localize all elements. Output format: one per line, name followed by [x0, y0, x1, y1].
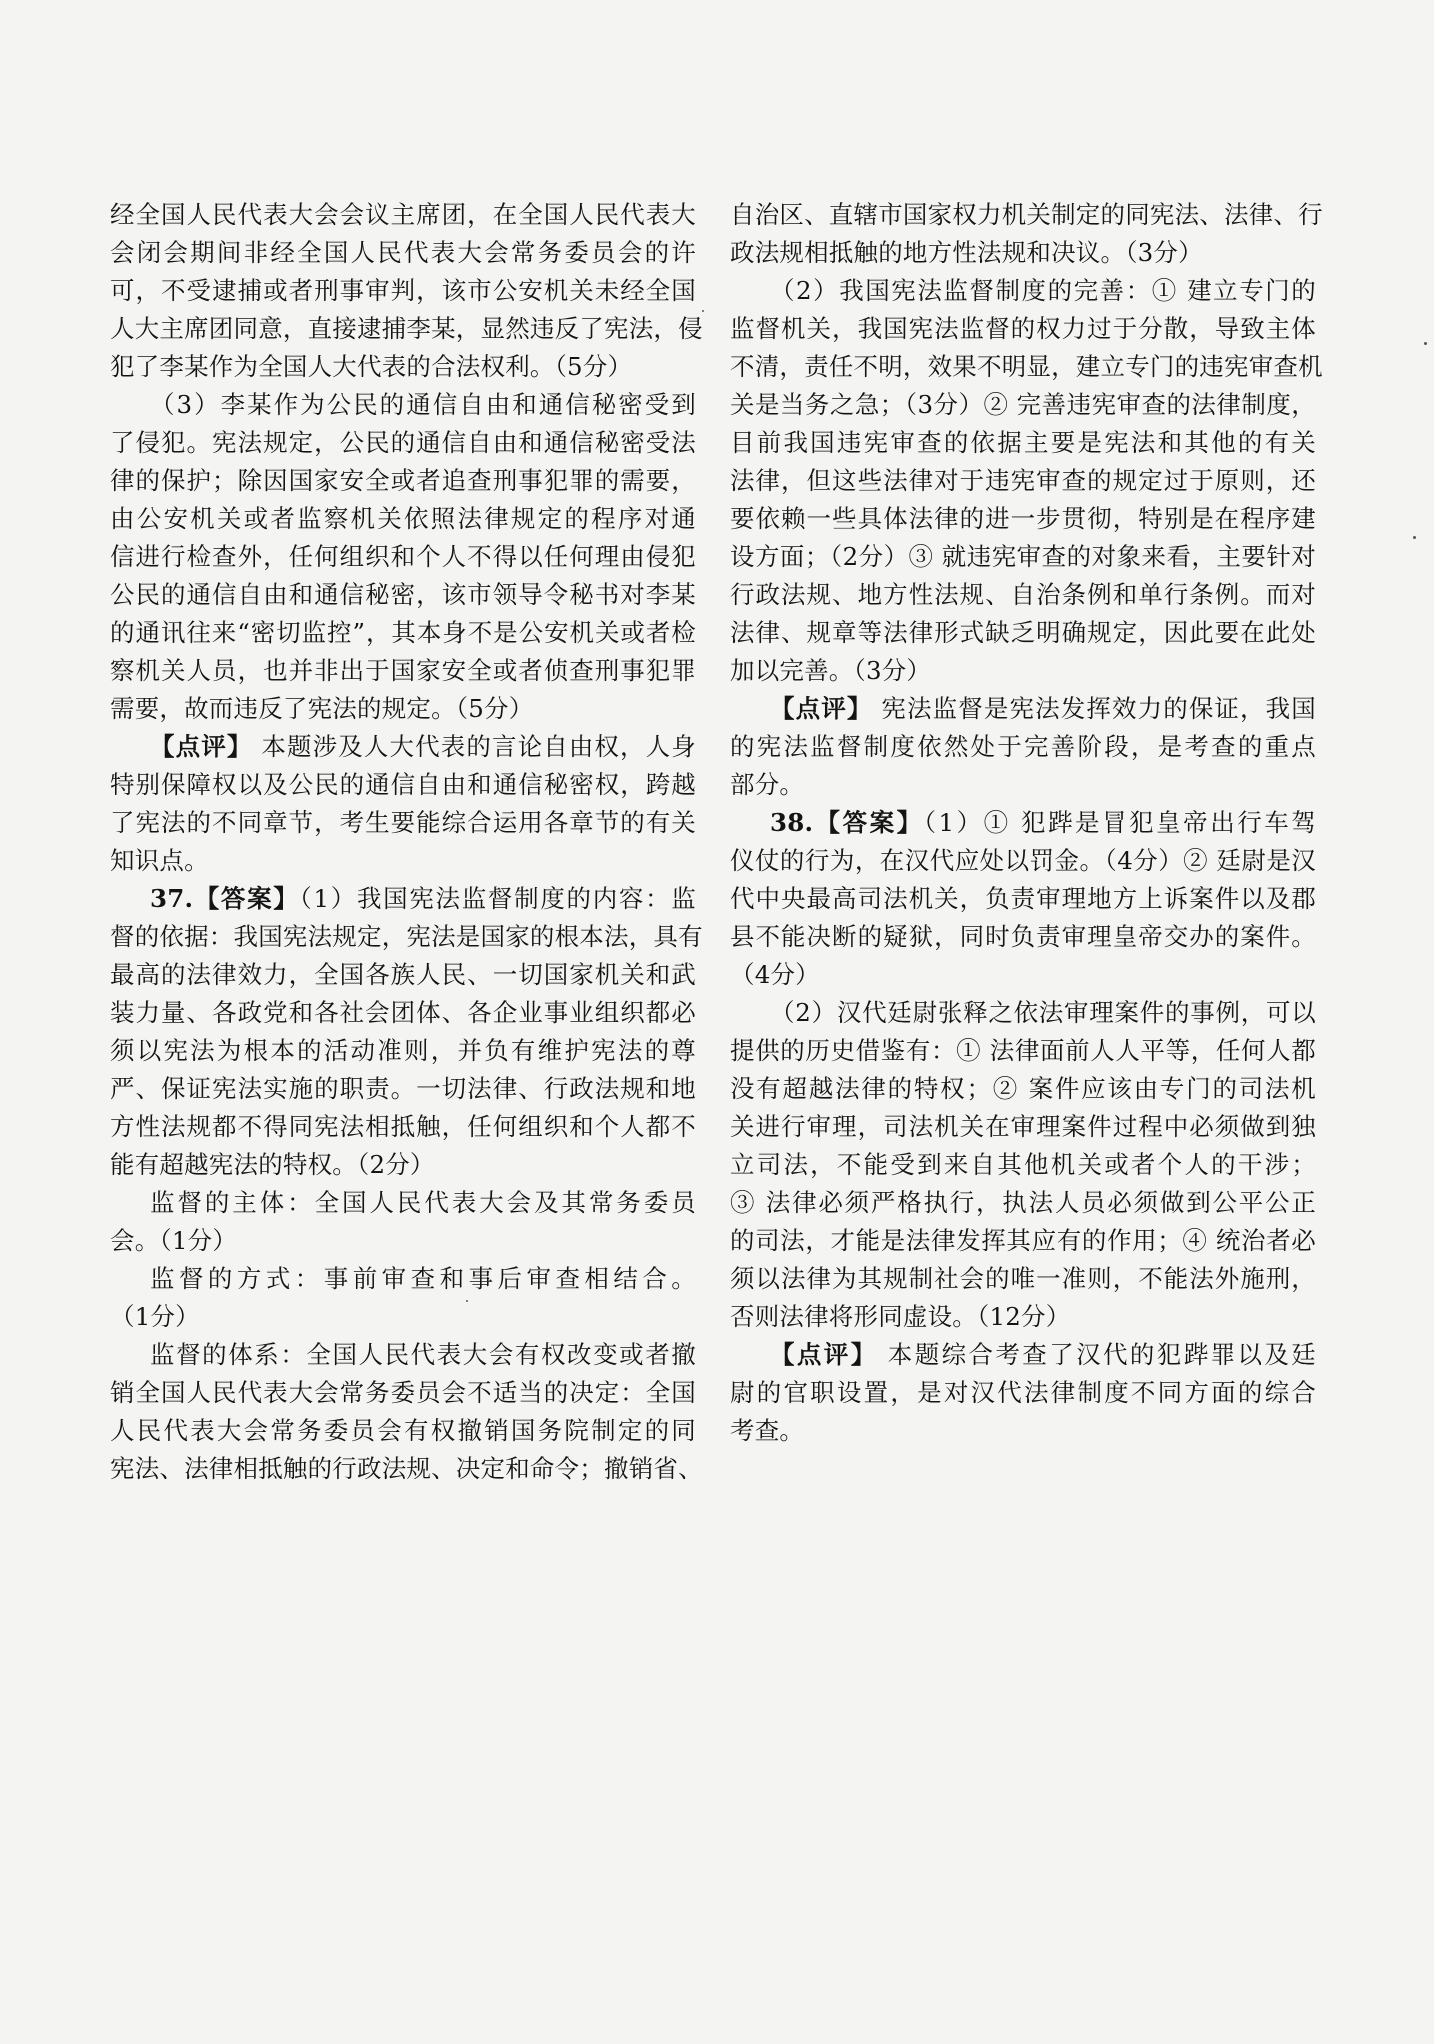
text-line	[110, 576, 696, 614]
line-text: 会。（1分）	[110, 1226, 238, 1255]
text-line	[110, 424, 696, 462]
line-text: 须以宪法为根本的活动准则，并负有维护宪法的尊	[110, 1036, 696, 1065]
line-text: 没有超越法律的特权；② 案件应该由专门的司法机	[730, 1074, 1316, 1103]
text-line	[730, 956, 1316, 994]
line-text: 信进行检查外，任何组织和个人不得以任何理由侵犯	[110, 542, 696, 571]
scan-speck	[1424, 342, 1427, 345]
line-text: 监督的体系：全国人民代表大会有权改变或者撤	[150, 1340, 696, 1369]
text-line	[730, 918, 1316, 956]
text-line	[110, 310, 703, 348]
text-line	[730, 424, 1316, 462]
line-text: 了侵犯。宪法规定，公民的通信自由和通信秘密受法	[110, 428, 696, 457]
line-text: 加以完善。（3分）	[730, 656, 932, 685]
text-line	[110, 538, 696, 576]
text-line	[730, 196, 1323, 234]
line-text: 严、保证宪法实施的职责。一切法律、行政法规和地	[110, 1074, 696, 1103]
text-line	[730, 1412, 1316, 1450]
text-line	[110, 1108, 696, 1146]
text-line	[110, 1298, 696, 1336]
text-line	[110, 842, 696, 880]
text-line	[730, 614, 1316, 652]
text-line	[110, 386, 696, 424]
line-text: ③ 法律必须严格执行，执法人员必须做到公平公正	[730, 1188, 1316, 1217]
text-line	[730, 1108, 1316, 1146]
text-line	[730, 766, 1316, 804]
text-line	[110, 994, 696, 1032]
line-text: 法律、规章等法律形式缺乏明确规定，因此要在此处	[730, 618, 1316, 647]
line-text: 监督机关，我国宪法监督的权力过于分散，导致主体	[730, 314, 1316, 343]
line-text: 提供的历史借鉴有：① 法律面前人人平等，任何人都	[730, 1036, 1316, 1065]
line-text: 本题综合考查了汉代的犯跸罪以及廷	[877, 1340, 1316, 1369]
text-line	[730, 1032, 1316, 1070]
text-line	[110, 1450, 703, 1488]
line-text: 经全国人民代表大会会议主席团，在全国人民代表大	[110, 200, 696, 229]
line-text: 要依赖一些具体法律的进一步贯彻，特别是在程序建	[730, 504, 1316, 533]
line-text: （4分）	[730, 960, 820, 989]
line-text: 不清，责任不明，效果不明显，建立专门的违宪审查机	[730, 352, 1323, 381]
line-text: 可，不受逮捕或者刑事审判，该市公安机关未经全国	[110, 276, 696, 305]
text-line	[110, 1412, 696, 1450]
line-text: 察机关人员，也并非出于国家安全或者侦查刑事犯罪	[110, 656, 696, 685]
text-line	[730, 386, 1316, 424]
text-line	[730, 1374, 1316, 1412]
line-text: 行政法规、地方性法规、自治条例和单行条例。而对	[730, 580, 1316, 609]
text-line	[110, 1336, 696, 1374]
text-line	[730, 880, 1316, 918]
line-text: 的宪法监督制度依然处于完善阶段，是考查的重点	[730, 732, 1316, 761]
line-text: 需要，故而违反了宪法的规定。（5分）	[110, 694, 534, 723]
line-text: 否则法律将形同虚设。（12分）	[730, 1302, 1071, 1331]
text-line	[110, 766, 696, 804]
text-line	[730, 1146, 1316, 1184]
line-text: 目前我国违宪审查的依据主要是宪法和其他的有关	[730, 428, 1316, 457]
line-text: 政法规相抵触的地方性法规和决议。（3分）	[730, 238, 1203, 267]
line-text: 知识点。	[110, 846, 209, 875]
line-text: 本题涉及人大代表的言论自由权，人身	[252, 732, 696, 761]
text-line	[730, 348, 1323, 386]
line-text: 县不能决断的疑狱，同时负责审理皇帝交办的案件。	[730, 922, 1316, 951]
line-text: 监督的方式：事前审查和事后审查相结合。	[150, 1264, 696, 1293]
line-text: 由公安机关或者监察机关依照法律规定的程序对通	[110, 504, 696, 533]
text-line	[730, 1298, 1316, 1336]
text-line	[730, 576, 1316, 614]
text-line	[110, 880, 696, 918]
line-text: 的通讯往来“密切监控”，其本身不是公安机关或者检	[110, 618, 696, 647]
text-line	[730, 462, 1316, 500]
left-column	[110, 196, 703, 1488]
line-text: 关进行审理，司法机关在审理案件过程中必须做到独	[730, 1112, 1316, 1141]
text-line	[110, 272, 696, 310]
text-line	[730, 1184, 1316, 1222]
line-text: 会闭会期间非经全国人民代表大会常务委员会的许	[110, 238, 696, 267]
text-line	[110, 956, 696, 994]
text-line	[110, 1374, 696, 1412]
text-line	[110, 234, 696, 272]
line-text: 考查。	[730, 1416, 805, 1445]
line-text: 公民的通信自由和通信秘密，该市领导令秘书对李某	[110, 580, 696, 609]
text-line	[110, 1222, 696, 1260]
text-line	[730, 272, 1316, 310]
scan-speck	[1413, 536, 1416, 539]
text-line	[730, 310, 1316, 348]
text-line	[110, 1032, 696, 1070]
text-line	[730, 652, 1316, 690]
line-text: 了宪法的不同章节，考生要能综合运用各章节的有关	[110, 808, 696, 837]
text-line	[730, 994, 1316, 1032]
text-line	[110, 348, 696, 386]
line-text: 自治区、直辖市国家权力机关制定的同宪法、法律、行	[730, 200, 1323, 229]
answer-tag: 38.【答案】	[770, 808, 924, 837]
text-line	[110, 690, 696, 728]
text-line	[110, 804, 696, 842]
right-column	[730, 196, 1323, 1450]
text-line	[730, 538, 1316, 576]
line-text: 部分。	[730, 770, 805, 799]
line-text: 能有超越宪法的特权。（2分）	[110, 1150, 435, 1179]
text-line	[730, 1222, 1316, 1260]
text-line	[110, 462, 696, 500]
line-text: （3）李某作为公民的通信自由和通信秘密受到	[150, 390, 696, 419]
text-line	[730, 1336, 1316, 1374]
text-line	[730, 1070, 1316, 1108]
text-line	[110, 918, 703, 956]
text-line	[730, 234, 1316, 272]
line-text: 销全国人民代表大会常务委员会不适当的决定：全国	[110, 1378, 696, 1407]
line-text: 设方面；（2分）③ 就违宪审查的对象来看，主要针对	[730, 542, 1316, 571]
line-text: （2）我国宪法监督制度的完善：① 建立专门的	[770, 276, 1316, 305]
text-line	[110, 196, 696, 234]
line-text: 代中央最高司法机关，负责审理地方上诉案件以及郡	[730, 884, 1316, 913]
line-text: 人民代表大会常务委员会有权撤销国务院制定的同	[110, 1416, 696, 1445]
text-line	[730, 842, 1316, 880]
text-line	[730, 500, 1316, 538]
answer-tag: 【点评】	[150, 732, 253, 761]
line-text: 监督的主体：全国人民代表大会及其常务委员	[150, 1188, 696, 1217]
text-line	[110, 1184, 696, 1222]
line-text: 关是当务之急；（3分）② 完善违宪审查的法律制度，	[730, 390, 1316, 419]
line-text: 的司法，才能是法律发挥其应有的作用；④ 统治者必	[730, 1226, 1316, 1255]
line-text: 宪法、法律相抵触的行政法规、决定和命令；撤销省、	[110, 1454, 703, 1483]
line-text: 律的保护；除因国家安全或者追查刑事犯罪的需要，	[110, 466, 696, 495]
text-line	[110, 1070, 696, 1108]
text-line	[110, 1146, 696, 1184]
answer-tag: 【点评】	[770, 694, 873, 723]
text-line	[730, 690, 1316, 728]
answer-tag: 【点评】	[770, 1340, 878, 1369]
text-line	[110, 1260, 696, 1298]
line-text: 特别保障权以及公民的通信自由和通信秘密权，跨越	[110, 770, 696, 799]
text-line	[730, 804, 1316, 842]
line-text: 方性法规都不得同宪法相抵触，任何组织和个人都不	[110, 1112, 696, 1141]
text-line	[110, 500, 696, 538]
text-line	[110, 614, 696, 652]
line-text: （2）汉代廷尉张释之依法审理案件的事例，可以	[770, 998, 1316, 1027]
text-line	[110, 652, 696, 690]
line-text: 宪法监督是宪法发挥效力的保证，我国	[872, 694, 1316, 723]
line-text: 须以法律为其规制社会的唯一准则，不能法外施刑，	[730, 1264, 1316, 1293]
line-text: （1分）	[110, 1302, 200, 1331]
line-text: 最高的法律效力，全国各族人民、一切国家机关和武	[110, 960, 696, 989]
line-text: （1）① 犯跸是冒犯皇帝出行车驾	[923, 808, 1316, 837]
answer-tag: 37.【答案】	[150, 884, 300, 913]
line-text: 尉的官职设置，是对汉代法律制度不同方面的综合	[730, 1378, 1316, 1407]
line-text: 人大主席团同意，直接逮捕李某，显然违反了宪法，侵	[110, 314, 703, 343]
text-line	[730, 728, 1316, 766]
line-text: （1）我国宪法监督制度的内容：监	[299, 884, 696, 913]
line-text: 犯了李某作为全国人大代表的合法权利。（5分）	[110, 352, 633, 381]
line-text: 督的依据：我国宪法规定，宪法是国家的根本法，具有	[110, 922, 703, 951]
line-text: 装力量、各政党和各社会团体、各企业事业组织都必	[110, 998, 696, 1027]
line-text: 立司法，不能受到来自其他机关或者个人的干涉；	[730, 1150, 1316, 1179]
scan-speck	[466, 1300, 468, 1302]
line-text: 仪仗的行为，在汉代应处以罚金。（4分）② 廷尉是汉	[730, 846, 1316, 875]
scan-speck	[702, 310, 704, 312]
text-line	[730, 1260, 1316, 1298]
text-line	[110, 728, 696, 766]
line-text: 法律，但这些法律对于违宪审查的规定过于原则，还	[730, 466, 1316, 495]
